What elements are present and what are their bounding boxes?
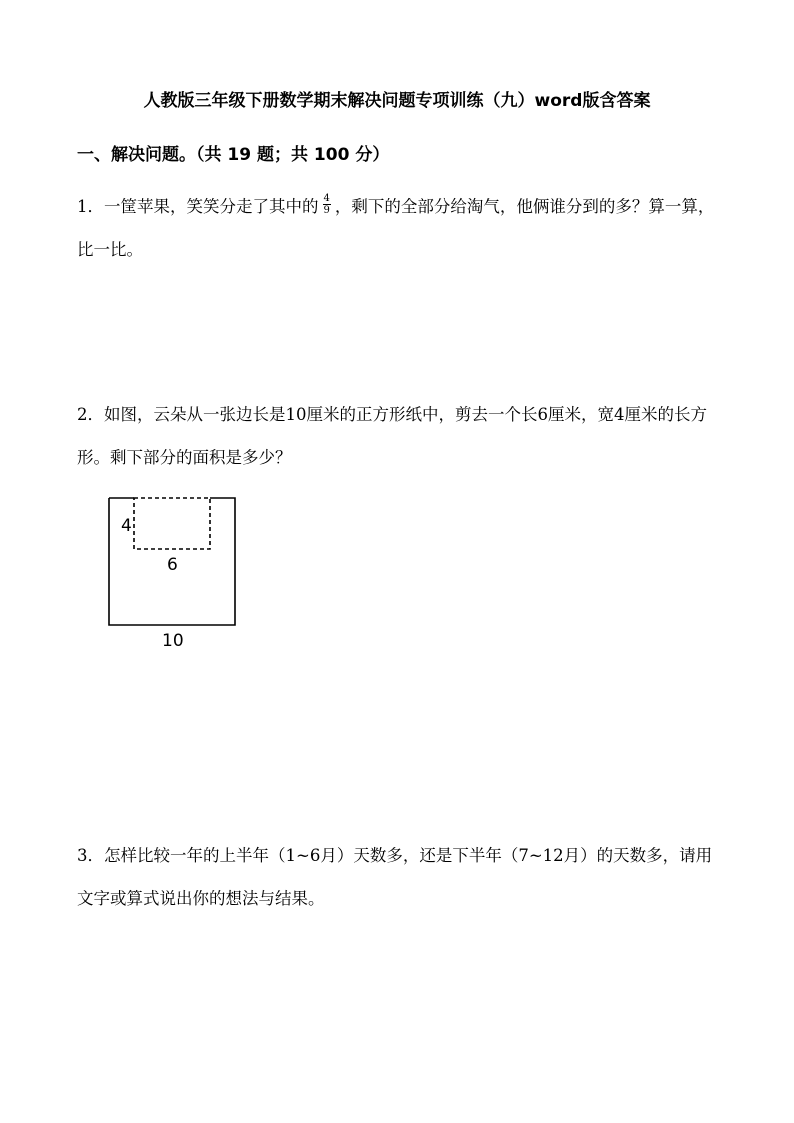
- label-height: 4: [121, 516, 132, 536]
- question-number: 2．: [77, 405, 104, 424]
- question-number: 1．: [77, 197, 104, 216]
- question-3: [77, 834, 717, 920]
- fraction-numerator: 4: [323, 193, 330, 204]
- question-text-before: 一筐苹果，笑笑分走了其中的: [104, 197, 319, 216]
- question-number: 3．: [77, 846, 104, 865]
- figure-drawing: [95, 490, 255, 655]
- section-heading: 一、解决问题。（共 19 题；共 100 分）: [77, 145, 390, 165]
- question-text: 如图，云朵从一张边长是10厘米的正方形纸中，剪去一个长6厘米，宽4厘米的长方形。剩下部分的面积是多少？: [77, 405, 707, 467]
- square-cutout-figure: [95, 490, 255, 655]
- document-title: 人教版三年级下册数学期末解决问题专项训练（九）word版含答案: [143, 91, 651, 111]
- question-2: [77, 393, 717, 479]
- question-text: 怎样比较一年的上半年（1~6月）天数多，还是下半年（7~12月）的天数多，请用文字或算式说出你的想法与结果。: [77, 846, 713, 908]
- question-1: [77, 185, 717, 271]
- label-inner-width: 6: [167, 555, 178, 575]
- question-text-after: ，剩下的全部分给淘气，他俩谁分到的多？算一算，比一比。: [77, 197, 715, 259]
- cutout-rectangle: [134, 498, 210, 549]
- fraction: [323, 193, 331, 216]
- fraction-denominator: 9: [323, 205, 330, 216]
- label-outer-width: 10: [162, 631, 184, 651]
